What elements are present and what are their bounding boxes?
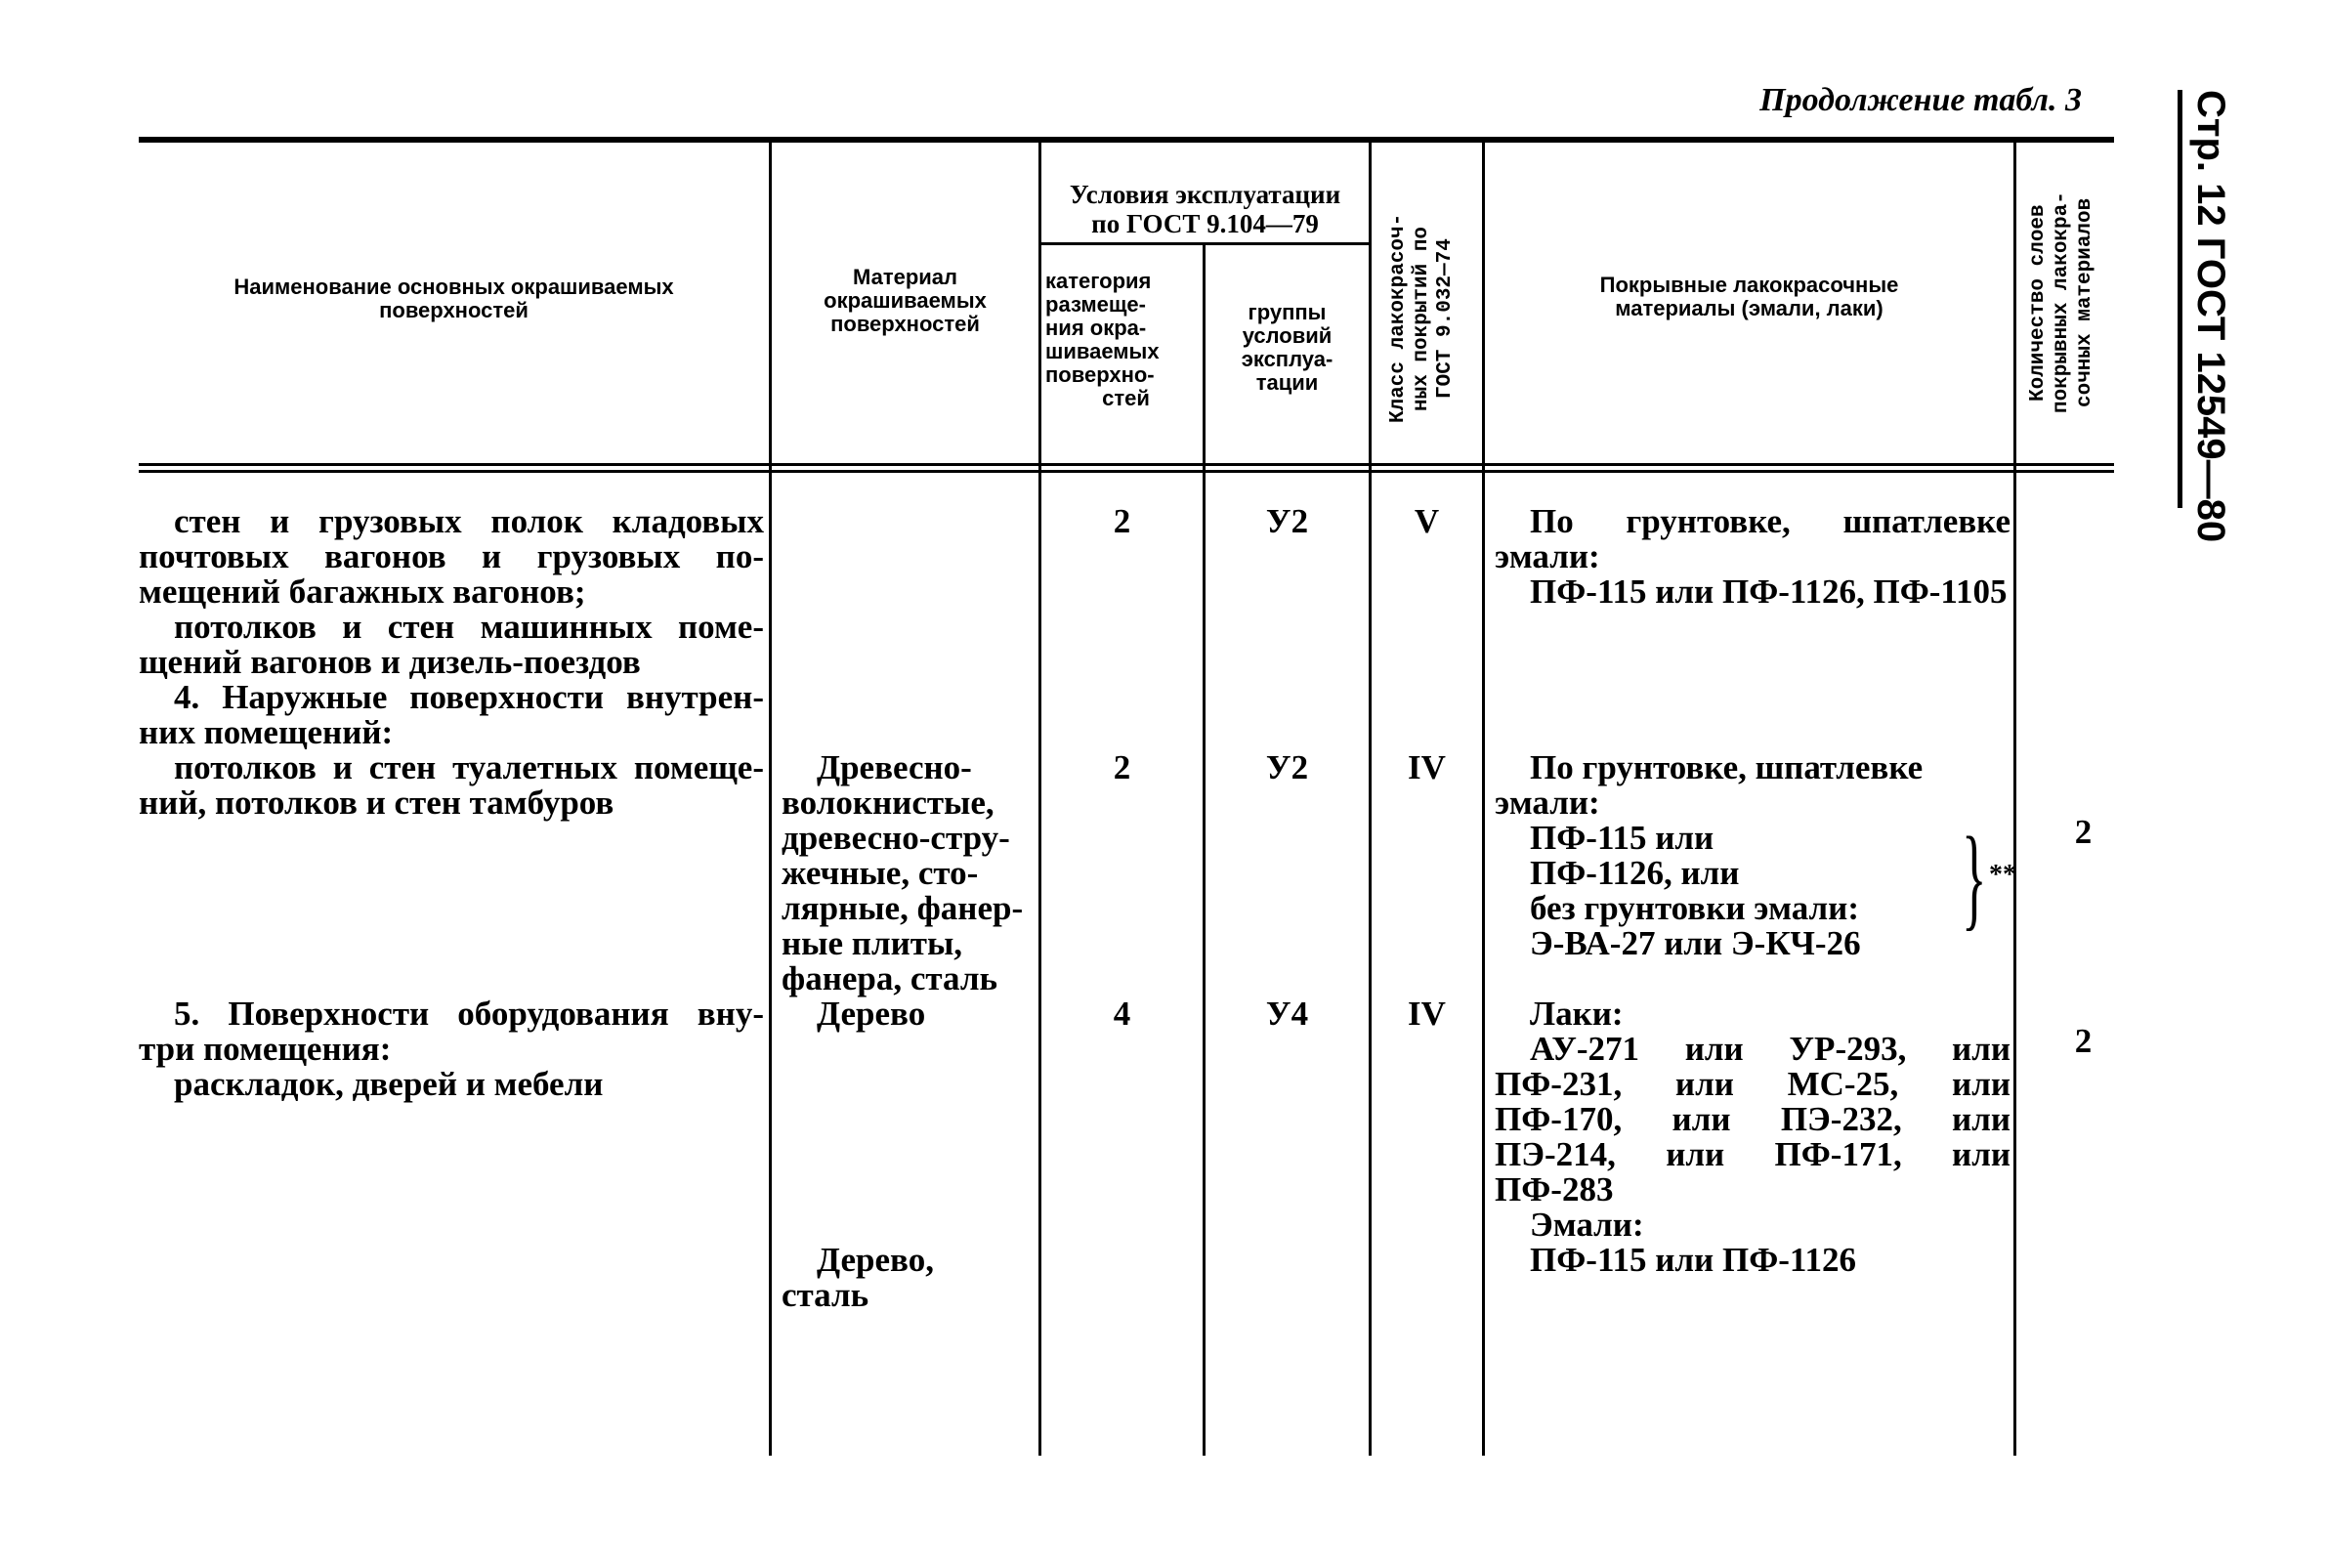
text-line: ПЭ-214, или ПФ-171, или: [1495, 1135, 2011, 1173]
col-divider: [1203, 244, 1206, 1456]
header-line: Материал: [852, 265, 957, 289]
text-line: три помещения:: [139, 1030, 392, 1068]
material-cell-row2: [782, 750, 1036, 996]
text-line: почтовых вагонов и грузовых по-: [139, 537, 764, 575]
text-line: ПФ-170, или ПЭ-232, или: [1495, 1100, 2011, 1138]
text-line: раскладок, дверей и мебели: [174, 1065, 604, 1103]
header-line: тации: [1255, 370, 1319, 395]
text-line: эмали:: [1495, 784, 1600, 822]
header-line: категория: [1045, 269, 1152, 293]
group-cell: У2: [1265, 748, 1309, 786]
header-line: Условия эксплуатации: [1069, 180, 1341, 209]
col-divider: [769, 140, 772, 1456]
class-cell: IV: [1408, 995, 1446, 1033]
footnote-mark: **: [1989, 860, 2016, 890]
text-line: АУ-271 или УР-293, или: [1530, 1030, 2011, 1068]
header-line: поверхностей: [830, 312, 980, 336]
group-cell: У2: [1265, 502, 1309, 540]
header-line: стей: [1102, 386, 1150, 410]
header-line: условий: [1242, 323, 1333, 348]
header-line: ния окра-: [1045, 316, 1147, 340]
header-line: окрашиваемых: [824, 288, 987, 313]
header-line: поверхно-: [1045, 362, 1155, 387]
category-cell: 4: [1113, 995, 1131, 1033]
header-rule-1: [139, 463, 2114, 466]
col-divider: [1482, 140, 1485, 1456]
col-divider: [1369, 140, 1372, 1456]
text-line: Э-ВА-27 или Э-КЧ-26: [1530, 924, 1861, 962]
header-conditions-group: [1041, 180, 1369, 238]
page-marker: Стр. 12 ГОСТ 12549—80: [2189, 90, 2232, 543]
layers-cell: 2: [2074, 1022, 2093, 1060]
header-materials: [1485, 274, 2013, 320]
layers-cell: 2: [2074, 813, 2093, 851]
header-group: [1206, 301, 1369, 395]
text-line: 4. Наружные поверхности внутрен-: [174, 678, 764, 716]
text-line: волокнистые,: [782, 784, 995, 822]
materials-cell-row1: [1495, 504, 2011, 610]
text-line: сталь: [782, 1276, 869, 1314]
header-line: шиваемых: [1045, 339, 1160, 363]
table-caption: Продолжение табл. 3: [1759, 82, 2082, 118]
header-line: сочных материалов: [2074, 197, 2096, 408]
header-line: Наименование основных окрашиваемых: [233, 275, 674, 299]
header-line: покрывных лакокра-: [2051, 191, 2073, 414]
text-line: ПФ-1126, или: [1530, 854, 1740, 892]
text-line: Дерево,: [817, 1241, 934, 1279]
class-cell: V: [1414, 502, 1440, 540]
text-line: По грунтовке, шпатлевке: [1530, 748, 1924, 786]
text-line: жечные, сто-: [782, 854, 979, 892]
text-line: По грунтовке, шпатлевке: [1530, 502, 2011, 540]
header-line: Количество слоев: [2027, 204, 2050, 402]
text-line: ные плиты,: [782, 924, 963, 962]
header-layers: [2027, 156, 2097, 449]
surface-cell-row1: [139, 504, 764, 821]
header-line: ных покрытий по: [1411, 226, 1433, 411]
text-line: Лаки:: [1530, 995, 1624, 1033]
text-line: ПФ-115 или ПФ-1126: [1530, 1241, 1856, 1279]
header-material: [772, 266, 1038, 336]
category-cell: 2: [1113, 502, 1131, 540]
text-line: фанера, сталь: [782, 959, 997, 997]
page-marker-rule: [2178, 90, 2182, 508]
text-line: потолков и стен туалетных помеще-: [174, 748, 764, 786]
materials-cell-row2: [1495, 750, 2011, 961]
text-line: древесно-стру-: [782, 819, 1010, 857]
header-line: эксплуа-: [1241, 347, 1333, 371]
text-line: без грунтовки эмали:: [1530, 889, 1859, 927]
header-line: по ГОСТ 9.104—79: [1091, 209, 1319, 238]
table-top-rule: [139, 137, 2114, 143]
header-line: размеще-: [1045, 292, 1146, 317]
text-line: 5. Поверхности оборудования вну-: [174, 995, 764, 1033]
header-rule-2: [139, 470, 2114, 473]
class-cell: IV: [1408, 748, 1446, 786]
material-cell-row3b: [782, 1243, 1036, 1313]
text-line: Эмали:: [1530, 1206, 1644, 1244]
header-line: ГОСТ 9.032—74: [1434, 238, 1457, 399]
materials-cell-row3: [1495, 996, 2011, 1278]
text-line: Древесно-: [817, 748, 972, 786]
text-line: мещений багажных вагонов;: [139, 572, 586, 611]
text-line: ний, потолков и стен тамбуров: [139, 784, 614, 822]
col-divider: [2013, 140, 2016, 1456]
header-surface: [139, 275, 769, 322]
text-line: Дерево: [817, 995, 926, 1033]
text-line: потолков и стен машинных поме-: [174, 608, 764, 646]
text-line: ПФ-231, или МС-25, или: [1495, 1065, 2011, 1103]
text-line: лярные, фанер-: [782, 889, 1024, 927]
text-line: ПФ-283: [1495, 1170, 1614, 1208]
header-line: Покрывные лакокрасочные: [1599, 273, 1899, 297]
material-cell-row3: [782, 996, 1036, 1032]
text-line: эмали:: [1495, 537, 1600, 575]
category-cell: 2: [1113, 748, 1131, 786]
group-cell: У4: [1265, 995, 1309, 1033]
header-class: [1387, 186, 1458, 451]
header-line: Класс лакокрасоч-: [1387, 213, 1410, 424]
header-category: [1041, 270, 1206, 410]
text-line: щений вагонов и дизель-поездов: [139, 643, 641, 681]
surface-cell-row3: [139, 996, 764, 1102]
header-line: материалы (эмали, лаки): [1615, 296, 1884, 320]
text-line: ПФ-115 или: [1530, 819, 1714, 857]
text-line: них помещений:: [139, 713, 394, 751]
brace-icon: }: [1962, 813, 1987, 941]
text-line: стен и грузовых полок кладовых: [174, 502, 764, 540]
text-line: ПФ-115 или ПФ-1126, ПФ-1105: [1530, 572, 2008, 611]
header-line: поверхностей: [379, 298, 529, 322]
header-line: группы: [1248, 300, 1327, 324]
